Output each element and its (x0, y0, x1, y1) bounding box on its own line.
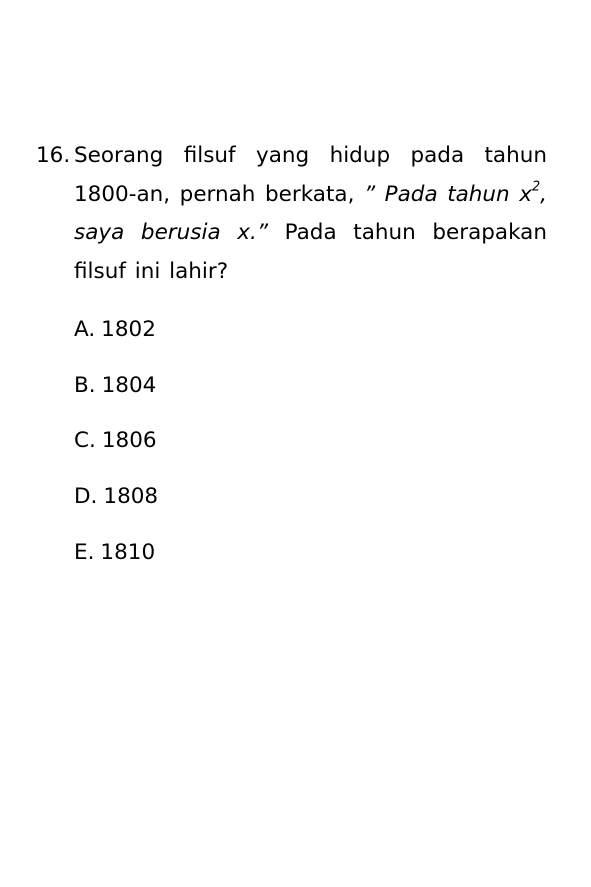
option-e[interactable] (74, 535, 158, 591)
option-value: 1810 (100, 539, 156, 565)
option-letter: D. (74, 484, 98, 510)
answer-options (74, 312, 158, 590)
question-block (36, 137, 547, 291)
question-text (74, 137, 547, 291)
option-letter: A. (74, 317, 96, 342)
option-a[interactable] (74, 312, 158, 368)
option-value: 1808 (103, 484, 159, 510)
option-value: 1802 (101, 317, 156, 342)
question-text-after: Pada tahun berapakan filsuf ini lahir? (74, 220, 547, 284)
quote-exponent: 2 (531, 179, 541, 195)
option-value: 1804 (101, 372, 157, 398)
quote-open: ” Pada tahun x (363, 181, 532, 207)
option-letter: E. (74, 539, 95, 565)
option-b[interactable] (74, 368, 158, 424)
option-value: 1806 (101, 428, 157, 454)
quote-close: , saya berusia x.” (74, 181, 548, 245)
option-letter: B. (74, 372, 96, 398)
option-d[interactable] (74, 479, 158, 535)
option-letter: C. (74, 428, 96, 454)
question-text-before: Seorang filsuf yang hidup pada tahun 1800-an, pernah berkata, (74, 143, 547, 207)
question-number: 16. (36, 143, 71, 168)
option-c[interactable] (74, 423, 158, 479)
